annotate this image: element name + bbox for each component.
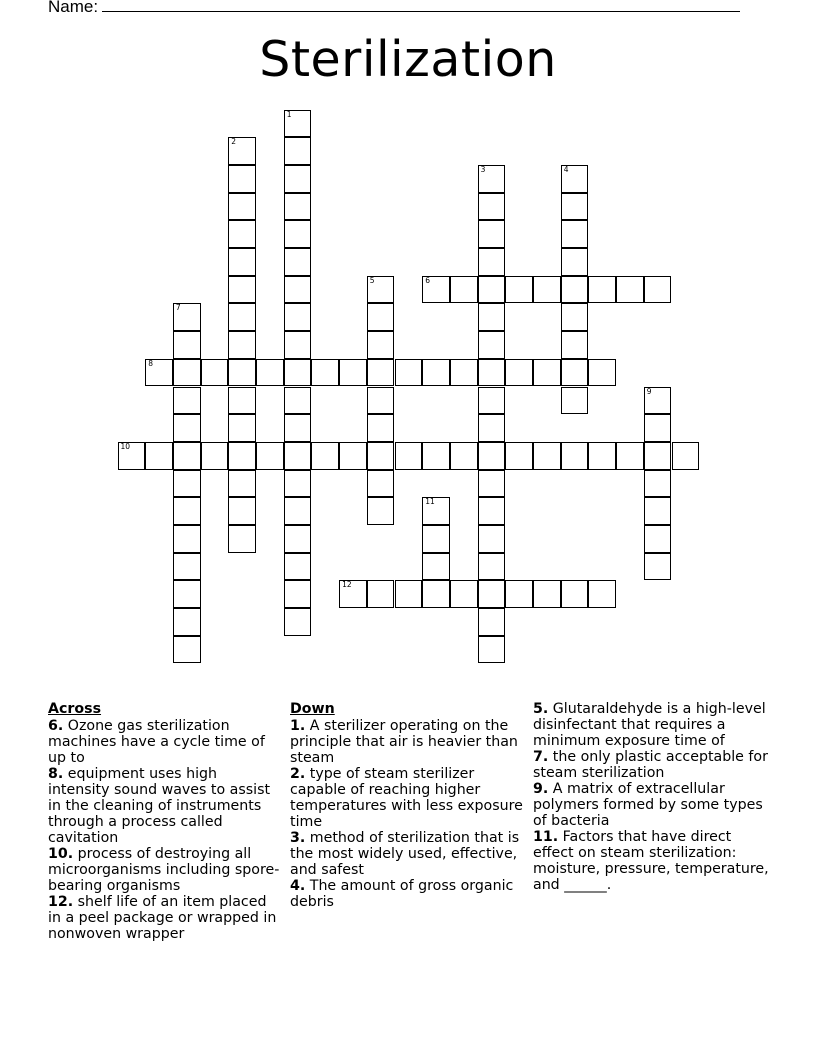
- down-clue: [533, 781, 773, 829]
- crossword-cell[interactable]: [228, 331, 256, 359]
- clue-number: 12: [342, 580, 352, 590]
- crossword-cell[interactable]: [311, 442, 339, 470]
- crossword-cell[interactable]: [478, 525, 506, 553]
- crossword-cell[interactable]: [339, 359, 367, 387]
- crossword-cell[interactable]: [367, 387, 395, 415]
- crossword-cell[interactable]: [228, 303, 256, 331]
- clue-number: 10: [120, 441, 131, 451]
- crossword-cell[interactable]: [395, 359, 423, 387]
- crossword-cell[interactable]: [561, 248, 589, 276]
- crossword-cell[interactable]: [284, 248, 312, 276]
- crossword-cell[interactable]: [284, 276, 312, 304]
- crossword-cell[interactable]: [284, 110, 312, 138]
- crossword-cell[interactable]: [450, 359, 478, 387]
- down-clues: [290, 700, 524, 910]
- crossword-cell[interactable]: [616, 276, 644, 304]
- crossword-cell[interactable]: [228, 248, 256, 276]
- crossword-cell[interactable]: [284, 137, 312, 165]
- crossword-cell[interactable]: [561, 276, 589, 304]
- crossword-cell[interactable]: [478, 553, 506, 581]
- crossword-cell[interactable]: [173, 331, 201, 359]
- crossword-cell[interactable]: [478, 442, 506, 470]
- crossword-cell[interactable]: [284, 470, 312, 498]
- clue-number: 6: [425, 275, 430, 285]
- crossword-cell[interactable]: [173, 470, 201, 498]
- crossword-cell[interactable]: [173, 359, 201, 387]
- crossword-cell[interactable]: [284, 220, 312, 248]
- crossword-cell[interactable]: [588, 580, 616, 608]
- crossword-cell[interactable]: [367, 470, 395, 498]
- across-heading: Across: [48, 701, 102, 717]
- crossword-cell[interactable]: [561, 331, 589, 359]
- crossword-cell[interactable]: [561, 359, 589, 387]
- clue-text: Ozone gas sterilization machines have a cycle time of up to: [48, 718, 265, 766]
- crossword-cell[interactable]: [339, 442, 367, 470]
- across-clues: [48, 700, 280, 942]
- crossword-cell[interactable]: [450, 580, 478, 608]
- clue-number: 12.: [48, 894, 74, 910]
- crossword-cell[interactable]: [367, 497, 395, 525]
- clue-number: 8.: [48, 766, 64, 782]
- crossword-cell[interactable]: [561, 193, 589, 221]
- crossword-cell[interactable]: [644, 387, 672, 415]
- crossword-cell[interactable]: [228, 414, 256, 442]
- crossword-cell[interactable]: [422, 442, 450, 470]
- crossword-cell[interactable]: [588, 442, 616, 470]
- clue-number: 3.: [290, 830, 306, 846]
- crossword-cell[interactable]: [478, 331, 506, 359]
- crossword-cell[interactable]: [644, 414, 672, 442]
- crossword-cell[interactable]: [644, 553, 672, 581]
- clue-text: shelf life of an item placed in a peel package or wrapped in nonwoven wrapper: [48, 894, 277, 942]
- crossword-cell[interactable]: [422, 276, 450, 304]
- crossword-cell[interactable]: [228, 276, 256, 304]
- crossword-cell[interactable]: [644, 442, 672, 470]
- clue-number: 8: [148, 358, 153, 368]
- crossword-cell[interactable]: [533, 276, 561, 304]
- clue-number: 11: [425, 497, 435, 507]
- clue-number: 5: [369, 275, 375, 285]
- crossword-cell[interactable]: [284, 442, 312, 470]
- clue-text: the only plastic acceptable for steam sterilization: [533, 749, 768, 781]
- clue-text: method of sterilization that is the most widely used, effective, and safest: [290, 830, 520, 878]
- crossword-cell[interactable]: [173, 553, 201, 581]
- crossword-cell[interactable]: [644, 470, 672, 498]
- clue-number: 11.: [533, 829, 559, 845]
- crossword-cell[interactable]: [478, 608, 506, 636]
- crossword-cell[interactable]: [256, 359, 284, 387]
- clue-text: process of destroying all microorganisms including spore-bearing organisms: [48, 846, 280, 894]
- clue-text: The amount of gross organic debris: [290, 878, 514, 910]
- crossword-cell[interactable]: [228, 442, 256, 470]
- crossword-cell[interactable]: [173, 303, 201, 331]
- crossword-cell[interactable]: [505, 359, 533, 387]
- crossword-cell[interactable]: [284, 303, 312, 331]
- clue-text: A sterilizer operating on the principle that air is heavier than steam: [290, 718, 518, 766]
- crossword-cell[interactable]: [588, 276, 616, 304]
- crossword-cell[interactable]: [505, 580, 533, 608]
- crossword-cell[interactable]: [561, 442, 589, 470]
- crossword-cell[interactable]: [422, 359, 450, 387]
- crossword-cell[interactable]: [478, 580, 506, 608]
- crossword-cell[interactable]: [311, 359, 339, 387]
- clue-number: 1: [286, 109, 292, 119]
- crossword-cell[interactable]: [478, 220, 506, 248]
- crossword-cell[interactable]: [284, 553, 312, 581]
- crossword-cell[interactable]: [367, 359, 395, 387]
- clue-text: Glutaraldehyde is a high-level disinfectant that requires a minimum exposure time of: [533, 701, 766, 749]
- clue-number: 9: [646, 386, 652, 396]
- crossword-cell[interactable]: [616, 442, 644, 470]
- clue-number: 2.: [290, 766, 306, 782]
- crossword-cell[interactable]: [367, 442, 395, 470]
- down-clue: [290, 766, 524, 830]
- crossword-cell[interactable]: [478, 414, 506, 442]
- crossword-cell[interactable]: [173, 497, 201, 525]
- down-clue: [290, 830, 524, 878]
- crossword-cell[interactable]: [173, 608, 201, 636]
- crossword-cell[interactable]: [367, 276, 395, 304]
- down-clue: [290, 878, 524, 910]
- crossword-cell[interactable]: [505, 442, 533, 470]
- clue-text: Factors that have direct effect on steam sterilization: moisture, pressure, temperature, and ______.: [533, 829, 769, 893]
- crossword-cell[interactable]: [228, 165, 256, 193]
- crossword-cell[interactable]: [478, 248, 506, 276]
- crossword-cell[interactable]: [228, 525, 256, 553]
- crossword-cell[interactable]: [422, 580, 450, 608]
- clue-number: 3: [480, 164, 486, 174]
- down-clue: [533, 749, 773, 781]
- crossword-cell[interactable]: [533, 580, 561, 608]
- crossword-cell[interactable]: [478, 276, 506, 304]
- crossword-cell[interactable]: [228, 359, 256, 387]
- crossword-cell[interactable]: [173, 636, 201, 664]
- crossword-cell[interactable]: [561, 303, 589, 331]
- crossword-cell[interactable]: [644, 276, 672, 304]
- crossword-cell[interactable]: [561, 580, 589, 608]
- down-clues-continued: [533, 701, 773, 893]
- crossword-cell[interactable]: [478, 359, 506, 387]
- crossword-cell[interactable]: [173, 414, 201, 442]
- clue-number: 9.: [533, 781, 549, 797]
- crossword-cell[interactable]: [561, 220, 589, 248]
- clue-number: 4.: [290, 878, 306, 894]
- crossword-cell[interactable]: [284, 608, 312, 636]
- crossword-cell[interactable]: [284, 414, 312, 442]
- puzzle-title: Sterilization: [259, 31, 557, 88]
- crossword-cell[interactable]: [422, 497, 450, 525]
- clue-number: 4: [563, 164, 569, 174]
- crossword-cell[interactable]: [284, 387, 312, 415]
- crossword-cell[interactable]: [173, 442, 201, 470]
- crossword-cell[interactable]: [228, 497, 256, 525]
- crossword-cell[interactable]: [533, 359, 561, 387]
- crossword-cell[interactable]: [201, 359, 229, 387]
- crossword-cell[interactable]: [284, 497, 312, 525]
- crossword-cell[interactable]: [228, 193, 256, 221]
- clue-text: equipment uses high intensity sound waves to assist in the cleaning of instruments through a process called cavitation: [48, 766, 271, 846]
- clue-number: 6.: [48, 718, 64, 734]
- crossword-cell[interactable]: [478, 303, 506, 331]
- across-clue: [48, 846, 280, 894]
- crossword-cell[interactable]: [228, 387, 256, 415]
- crossword-cell[interactable]: [256, 442, 284, 470]
- crossword-cell[interactable]: [478, 470, 506, 498]
- crossword-cell[interactable]: [367, 580, 395, 608]
- crossword-cell[interactable]: [284, 525, 312, 553]
- clue-text: A matrix of extracellular polymers formed by some types of bacteria: [533, 781, 763, 829]
- crossword-cell[interactable]: [367, 414, 395, 442]
- crossword-cell[interactable]: [284, 359, 312, 387]
- crossword-cell[interactable]: [478, 193, 506, 221]
- crossword-cell[interactable]: [339, 580, 367, 608]
- crossword-cell[interactable]: [367, 331, 395, 359]
- crossword-cell[interactable]: [173, 387, 201, 415]
- clue-number: 7.: [533, 749, 549, 765]
- down-heading: Down: [290, 701, 335, 717]
- crossword-cell[interactable]: [145, 442, 173, 470]
- crossword-cell[interactable]: [644, 497, 672, 525]
- crossword-cell[interactable]: [644, 525, 672, 553]
- crossword-cell[interactable]: [284, 580, 312, 608]
- down-clue: [290, 718, 524, 766]
- crossword-cell[interactable]: [284, 165, 312, 193]
- crossword-cell[interactable]: [450, 442, 478, 470]
- crossword-cell[interactable]: [561, 387, 589, 415]
- crossword-cell[interactable]: [672, 442, 700, 470]
- crossword-cell[interactable]: [422, 525, 450, 553]
- crossword-cell[interactable]: [201, 442, 229, 470]
- crossword-cell[interactable]: [284, 193, 312, 221]
- crossword-cell[interactable]: [118, 442, 146, 470]
- across-clue: [48, 766, 280, 846]
- across-clue: [48, 718, 280, 766]
- crossword-cell[interactable]: [228, 470, 256, 498]
- crossword-cell[interactable]: [588, 359, 616, 387]
- across-clue: [48, 894, 280, 942]
- crossword-cell[interactable]: [145, 359, 173, 387]
- crossword-cell[interactable]: [228, 220, 256, 248]
- crossword-cell[interactable]: [395, 442, 423, 470]
- down-clue: [533, 829, 773, 893]
- crossword-cell[interactable]: [173, 580, 201, 608]
- down-clue: [533, 701, 773, 749]
- crossword-cell[interactable]: [478, 387, 506, 415]
- clue-number: 10.: [48, 846, 74, 862]
- crossword-cell[interactable]: [367, 303, 395, 331]
- crossword-cell[interactable]: [478, 165, 506, 193]
- clue-number: 7: [175, 303, 181, 313]
- crossword-cell[interactable]: [395, 580, 423, 608]
- crossword-cell[interactable]: [228, 137, 256, 165]
- clue-text: type of steam sterilizer capable of reaching higher temperatures with less exposure time: [290, 766, 523, 830]
- clue-number: 5.: [533, 701, 549, 717]
- clue-number: 1.: [290, 718, 306, 734]
- crossword-cell[interactable]: [450, 276, 478, 304]
- crossword-cell[interactable]: [478, 497, 506, 525]
- crossword-cell[interactable]: [173, 525, 201, 553]
- crossword-cell[interactable]: [422, 553, 450, 581]
- name-label: Name:: [48, 0, 99, 16]
- crossword-cell[interactable]: [478, 636, 506, 664]
- clue-number: 2: [231, 137, 237, 147]
- crossword-cell[interactable]: [561, 165, 589, 193]
- crossword-cell[interactable]: [505, 276, 533, 304]
- crossword-cell[interactable]: [533, 442, 561, 470]
- crossword-cell[interactable]: [284, 331, 312, 359]
